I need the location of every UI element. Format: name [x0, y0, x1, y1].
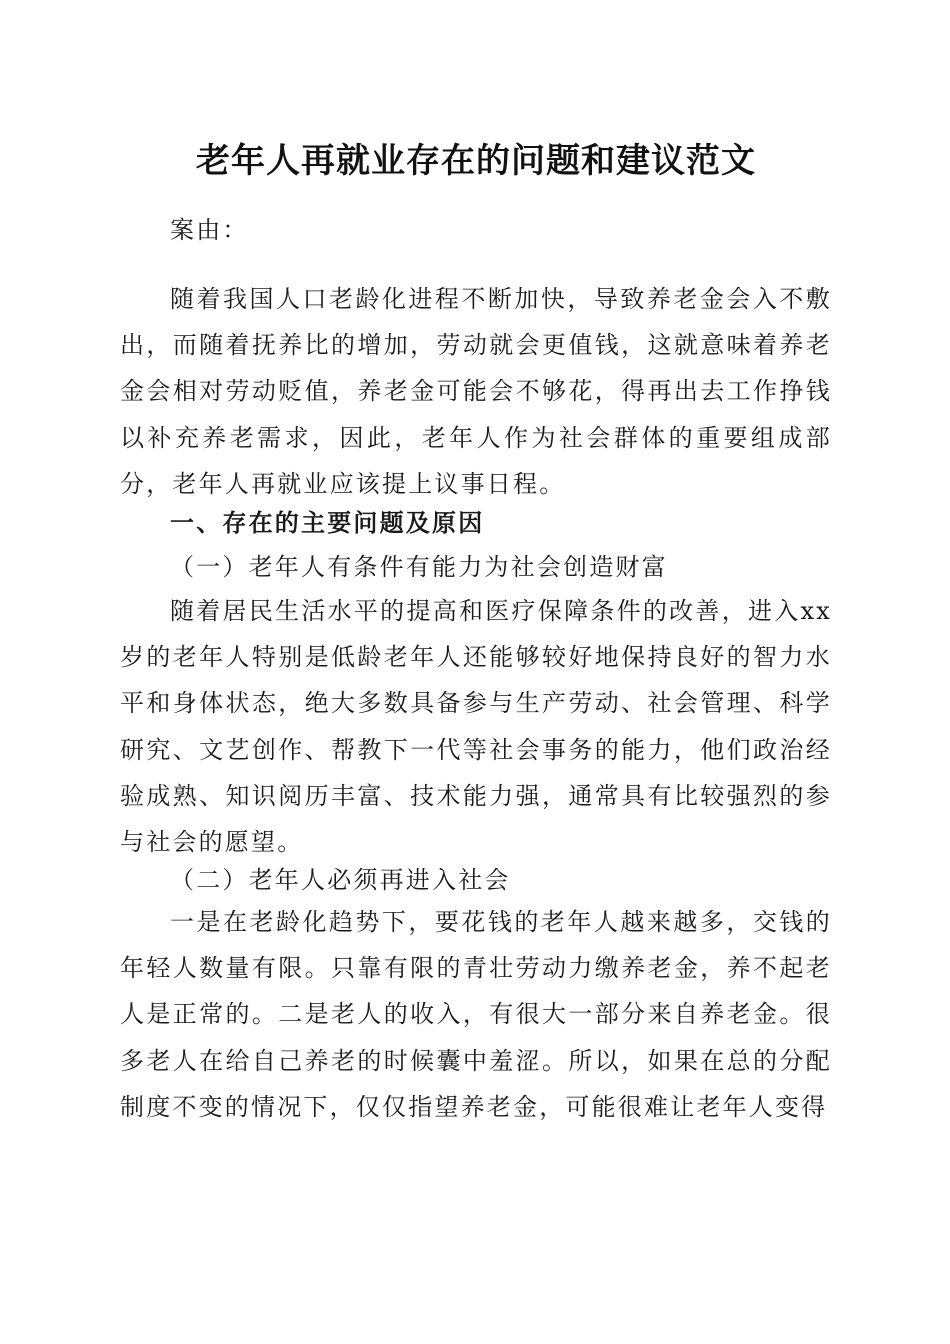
document-title: 老年人再就业存在的问题和建议范文	[196, 141, 756, 181]
reason-paragraph: 随着我国人口老龄化进程不断加快，导致养老金会入不敷出，而随着抚养比的增加，劳动就会更值钱，这就意味着养老金会相对劳动贬值，养老金可能会不够花，得再出去工作挣钱以补充养老需求，因此，老年人作为社会群体的重要组成部分，老年人再就业应该提上议事日程。	[120, 285, 832, 498]
subsection-2-heading: （二）老年人必须再进入社会	[170, 866, 511, 894]
reason-label: 案由：	[170, 216, 249, 244]
subsection-2-paragraph: 一是在老龄化趋势下，要花钱的老年人越来越多，交钱的年轻人数量有限。只靠有限的青壮劳动力缴养老金，养不起老人是正常的。二是老人的收入，有很大一部分来自养老金。很多老人在给自己养老的时候囊中羞涩。所以，如果在总的分配制度不变的情况下，仅仅指望养老金，可能很难让老年人变得	[120, 908, 832, 1121]
subsection-1-heading: （一）老年人有条件有能力为社会创造财富	[170, 553, 668, 581]
section-1-heading: 一、存在的主要问题及原因	[170, 508, 485, 537]
subsection-1-paragraph: 随着居民生活水平的提高和医疗保障条件的改善，进入xx岁的老年人特别是低龄老年人还能够较好地保持良好的智力水平和身体状态，绝大多数具备参与生产劳动、社会管理、科学研究、文艺创作、帮教下一代等社会事务的能力，他们政治经验成熟、知识阅历丰富、技术能力强，通常具有比较强烈的参与社会的愿望。	[120, 597, 832, 857]
